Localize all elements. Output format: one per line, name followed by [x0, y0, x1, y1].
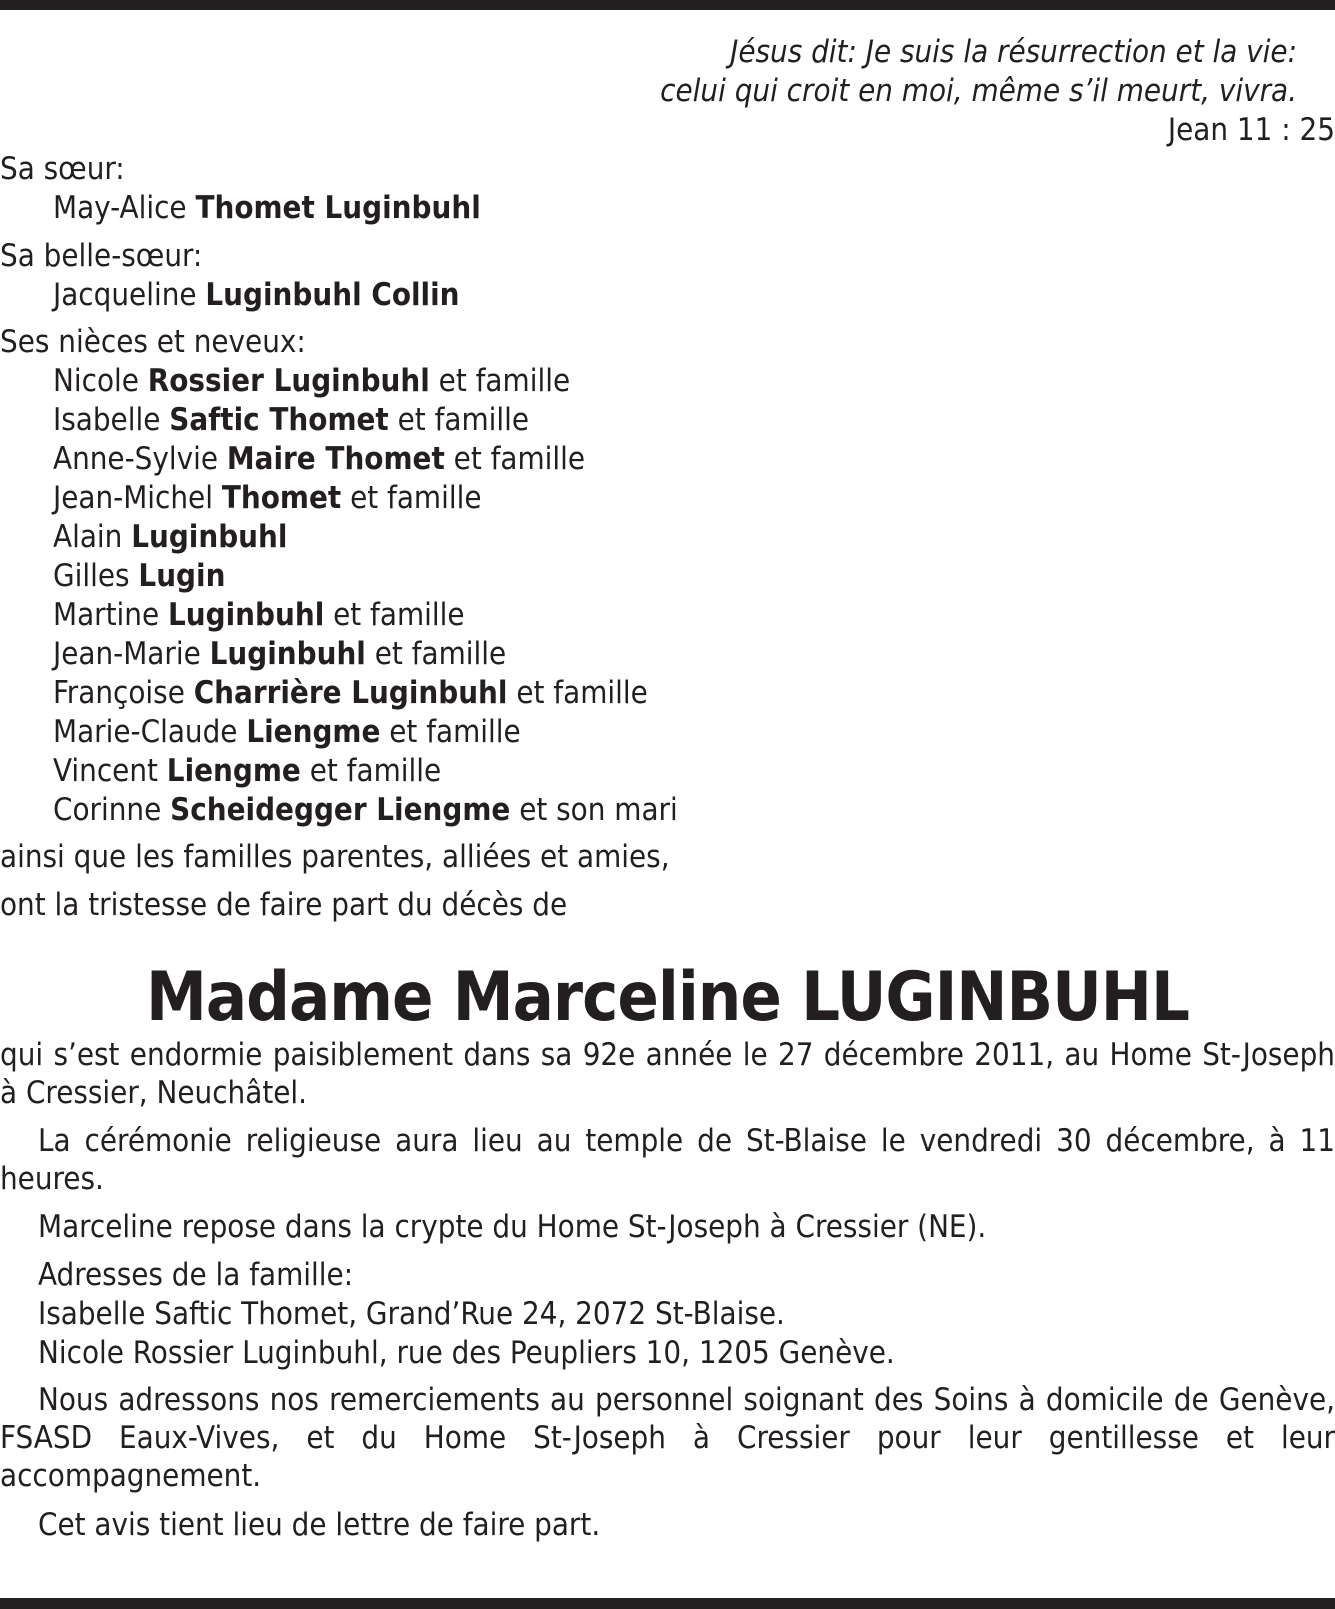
- suffix: et famille: [333, 597, 465, 633]
- first-name: Martine: [53, 597, 160, 633]
- first-name: Jacqueline: [53, 277, 197, 313]
- sister-label: Sa sœur:: [0, 151, 125, 187]
- quote-line-2: celui qui croit en moi, même s’il meurt, vivra.: [660, 73, 1297, 109]
- suffix: et famille: [438, 363, 571, 399]
- first-name: Alain: [53, 519, 123, 555]
- suffix: et famille: [516, 675, 648, 711]
- first-name: Françoise: [53, 675, 185, 711]
- paragraph-crypt: Marceline repose dans la crypte du Home St-Joseph à Cressier (NE).: [38, 1209, 987, 1245]
- first-name: Corinne: [53, 792, 162, 828]
- niece-row: [53, 752, 441, 790]
- last-name: Luginbuhl: [209, 636, 366, 672]
- first-name: May-Alice: [53, 190, 187, 226]
- sister-in-law-label: Sa belle-sœur:: [0, 238, 203, 274]
- suffix: et famille: [397, 402, 530, 438]
- last-name: Liengme: [246, 714, 381, 750]
- niece-row: [53, 440, 585, 478]
- suffix: et famille: [389, 714, 521, 750]
- closing-line-2: ont la tristesse de faire part du décès de: [0, 887, 568, 923]
- last-name: Rossier Luginbuhl: [147, 363, 430, 399]
- first-name: Nicole: [53, 363, 139, 399]
- niece-row: [53, 479, 482, 517]
- deceased-name: Madame Marceline LUGINBUHL: [146, 958, 1189, 1037]
- last-name: Lugin: [138, 558, 226, 594]
- first-name: Jean-Marie: [53, 636, 201, 672]
- suffix: et famille: [374, 636, 507, 672]
- niece-row: [53, 713, 521, 751]
- niece-row: [53, 674, 648, 712]
- suffix: et famille: [350, 480, 482, 516]
- first-name: Isabelle: [53, 402, 161, 438]
- address-1: Isabelle Saftic Thomet, Grand’Rue 24, 2072 St-Blaise.: [38, 1296, 785, 1332]
- paragraph-thanks: Nous adressons nos remerciements au personnel soignant des Soins à domicile de Genève, FSASD Eaux-Vives, et du Home St-Joseph à Cressier pour leur gentillesse et leur accompagnement.: [0, 1382, 1335, 1494]
- last-name: Scheidegger Liengme: [170, 792, 511, 828]
- niece-row: [53, 362, 570, 400]
- paragraph-passing: qui s’est endormie paisiblement dans sa 92e année le 27 décembre 2011, au Home St-Joseph à Cressier, Neuchâtel.: [0, 1037, 1335, 1111]
- last-name: Luginbuhl: [131, 519, 288, 555]
- first-name: Marie-Claude: [53, 714, 238, 750]
- niece-row: [53, 635, 506, 673]
- niece-row: [53, 401, 529, 439]
- sister-name: [53, 189, 481, 227]
- first-name: Gilles: [53, 558, 130, 594]
- last-name: Thomet Luginbuhl: [195, 190, 481, 226]
- niece-row: [53, 518, 287, 556]
- closing-line-1: ainsi que les familles parentes, alliées et amies,: [0, 839, 670, 875]
- last-name: Saftic Thomet: [169, 402, 389, 438]
- last-name: Thomet: [221, 480, 342, 516]
- last-name: Luginbuhl Collin: [205, 277, 460, 313]
- first-name: Jean-Michel: [53, 480, 213, 516]
- niece-row: [53, 791, 678, 829]
- bottom-border-rule: [0, 1598, 1335, 1609]
- suffix: et son mari: [519, 792, 678, 828]
- niece-row: [53, 557, 225, 595]
- paragraph-ceremony: La cérémonie religieuse aura lieu au temple de St-Blaise le vendredi 30 décembre, à 11 heures.: [0, 1123, 1335, 1197]
- quote-reference: Jean 11 : 25: [1167, 112, 1335, 148]
- suffix: et famille: [309, 753, 442, 789]
- addresses-label: Adresses de la famille:: [38, 1257, 354, 1293]
- last-name: Maire Thomet: [226, 441, 445, 477]
- sister-in-law-name: [53, 276, 460, 314]
- niece-row: [53, 596, 465, 634]
- suffix: et famille: [453, 441, 586, 477]
- last-name: Charrière Luginbuhl: [193, 675, 508, 711]
- last-name: Luginbuhl: [168, 597, 325, 633]
- first-name: Anne-Sylvie: [53, 441, 219, 477]
- quote-line-1: Jésus dit: Je suis la résurrection et la vie:: [730, 34, 1297, 70]
- address-2: Nicole Rossier Luginbuhl, rue des Peupliers 10, 1205 Genève.: [38, 1335, 895, 1371]
- last-name: Liengme: [166, 753, 301, 789]
- first-name: Vincent: [53, 753, 158, 789]
- paragraph-closing: Cet avis tient lieu de lettre de faire part.: [38, 1507, 601, 1543]
- nieces-label: Ses nièces et neveux:: [0, 324, 306, 360]
